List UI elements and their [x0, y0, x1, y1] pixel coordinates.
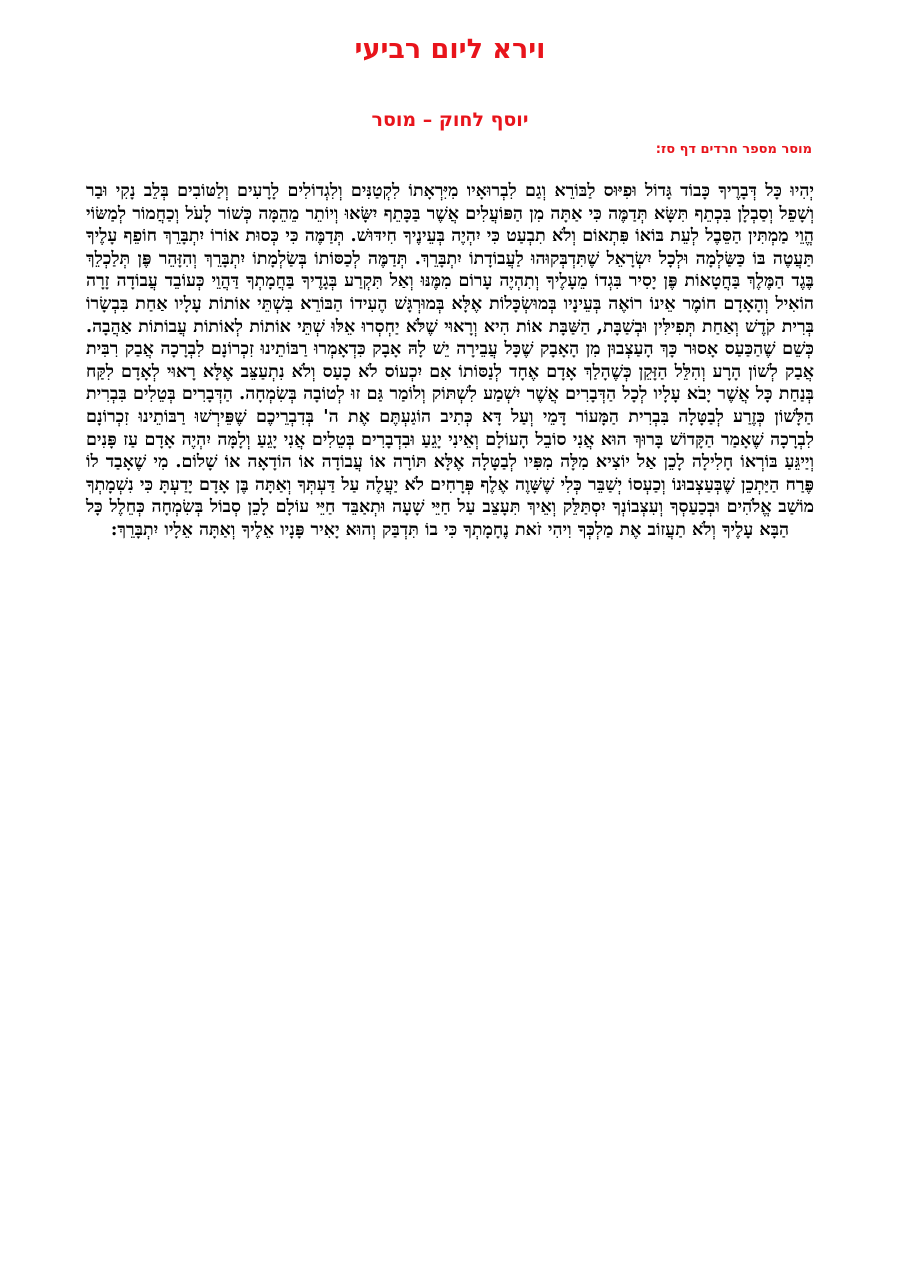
body-paragraph: יְהִיוּ כָּל דְּבָרֶיךָ כָּבוֹד גָּדוֹל וּפִיּוּס לַבּוֹרֵא וְגַם לִבְרוּאָיו מִיִּרְאָתוֹ לִקְטַנִּים וְלִגְדוֹלִים לָרָעִים וְלַטּוֹבִים בְּלֵב נָקִי וּבַר וְשָׁפֵל וְסַבְלָן בִּכְתֵף תִּשָּׂא תְּדַמֶּה כִּי אַתָּה מִן הַפּוֹעֲלִים אֲשֶׁר בַּכָּתֵף יִשָּׂאוּ וְיוֹתֵר מֵהֵמָּה כְּשׁוֹר לָעֹל וְכַחֲמוֹר לְמַשּׂוֹי הֱוֵי מַמְתִּין הַסֵּבֶל לְעֵת בּוֹאוֹ פִּתְאוֹם וְלֹא תִבְעַט כִּי יִהְיֶה בְּעֵינֶיךָ חִידּוּשׁ. תְּדַמֶּה כִּי כְּסוּת אוֹרוֹ יִתְבָּרֵךְ חוֹפֵף עָלֶיךָ תַּעֲטֶה בּוֹ כַּשַּׂלְמָה וּלְכָל יִשְׂרָאֵל שֶׁתִּדְבְּקוּהוּ לַעֲבוֹדָתוֹ יִתְבָּרֵךְ. תְּדַמֶּה לְכַסּוֹתוֹ בְּשַׂלְמָתוֹ יִתְבָּרֵךְ וְהִזָּהֵר פֶּן תְּלַכְלֵךְ בֶּגֶד הַמֶּלֶךְ בַּחֲטָאוֹת פֶּן יָסִיר בִּגְדוֹ מֵעָלֶיךָ וְתִהְיֶה עָרוֹם מִמֶּנּוּ וְאַל תִּקְרַע בְּגָדֶיךָ בַּחֲמָתְךָ דַּהֲוֵי כְּעוֹבֵד עֲבוֹדָה זָרָה הוֹאִיל וְהָאָדָם חוֹמֶר אֵינוֹ רוֹאֶה בְּעֵינָיו בְּמוּשְׂכָּלוֹת אֶלָּא בְּמוּרְגָּשׁ הֶעִידוֹ הַבּוֹרֵא בִּשְׁתֵּי אוֹתוֹת עָלָיו אַחַת בִּבְשָׂרוֹ בְּרִית קֹדֶשׁ וְאַחַת תְּפִילִּין וּבְשַׁבָּת, הַשַּׁבָּת אוֹת הִיא וְרָאוּי שֶׁלֹּא יַחְסְרוּ אֵלּוּ שְׁתֵּי אוֹתוֹת לְאוֹתוֹת עֲבוֹתוֹת אַהֲבָה. כְּשֵׁם שֶׁהַכַּעַס אָסוּר כָּךְ הָעַצְבוּן מִן הָאָבָק שֶׁכָּל עֲבֵירָה יֵשׁ לָהּ אָבָק כִּדְאָמְרוּ רַבּוֹתֵינוּ זִכְרוֹנָם לִבְרָכָה אֲבַק רִבִּית אֲבַק לְשׁוֹן הָרָע וְהִלֵּל הַזָּקֵן כְּשֶׁהָלַךְ אָדָם אֶחָד לְנַסּוֹתוֹ אִם יִכְעוֹס לֹא כָעַס וְלֹא נִתְעַצֵּב אֶלָּא רָאוּי לְאָדָם לִקַּח בְּנַחַת כָּל אֲשֶׁר יָבֹא עָלָיו לְכָל הַדְּבָרִים אֲשֶׁר יִשְׁמַע לִשְׁתּוֹק וְלוֹמַר גַּם זוּ לְטוֹבָה בְּשִׂמְחָה. הַדְּבָרִים בְּטֵלִים בִּבְרִית הַלָּשׁוֹן כְּזֶרַע לְבַטָּלָה בִּבְרִית הַמָּעוֹר דָּמֵי וְעַל דָּא כְּתִיב הוֹגַעְתֶּם אֶת ה' בְּדִבְרֵיכֶם שֶׁפֵּירְשׁוּ רַבּוֹתֵינוּ זִכְרוֹנָם לִבְרָכָה שֶׁאָמַר הַקָּדוֹשׁ בָּרוּךְ הוּא אֲנִי סוֹבֵל הָעוֹלָם וְאֵינִי יָגֵעַ וּבִדְבָרִים בְּטֵלִים אֲנִי יָגֵעַ וְלָמָּה יִהְיֶה אָדָם עַז פָּנִים וְיַיגֵּעַ בּוֹרְאוֹ חָלִילָה לָכֵן אַל יוֹצִיא מִלָּה מִפִּיו לְבַטָּלָה אֶלָּא תּוֹרָה אוֹ עֲבוֹדָה אוֹ הוֹדָאָה אוֹ שָׁלוֹם. מִי שֶׁאָבַד לוֹ פֶּרַח הַיַּתְכֵן שֶׁבְּעַצְבוּנוֹ וְכַעְסוֹ יְשַׁבֵּר כְּלִי שֶׁשָּׁוֶה אֶלֶף פְּרָחִים לֹא יַעֲלֶה עַל דַּעְתְּךָ וְאַתָּה בֶּן אָדָם יָדַעְתָּ כִּי נִשְׁמָתְךָ מוֹשַׁב אֱלֹהִים וּבְכַעַסְךָ וְעִצְבוֹנְךָ יִסְתַּלֵּק וְאֵיךְ תִּעָצֵב עַל חַיֵּי שָׁעָה וּתְאַבֵּד חַיֵּי עוֹלָם לָכֵן סְבוֹל בְּשִׂמְחָה כְּחֵלֶל כָּל הַבָּא עָלֶיךָ וְלֹא תַעֲזוֹב אֶת מַלְכְּךָ וִיהִי זֹאת נֶחָמָתְךָ כִּי בוֹ תִּדְבַּק וְהוּא יָאִיר פָּנָיו אֵלֶיךָ וְאַתָּה אֵלָיו יִתְבָּרֵךְ: — [86, 181, 815, 540]
author-line: יוסף לחוק – מוסר — [371, 109, 529, 131]
source-reference: מוסר מספר חרדים דף סז: — [655, 142, 812, 157]
page-title: וירא ליום רביעי — [354, 34, 546, 65]
